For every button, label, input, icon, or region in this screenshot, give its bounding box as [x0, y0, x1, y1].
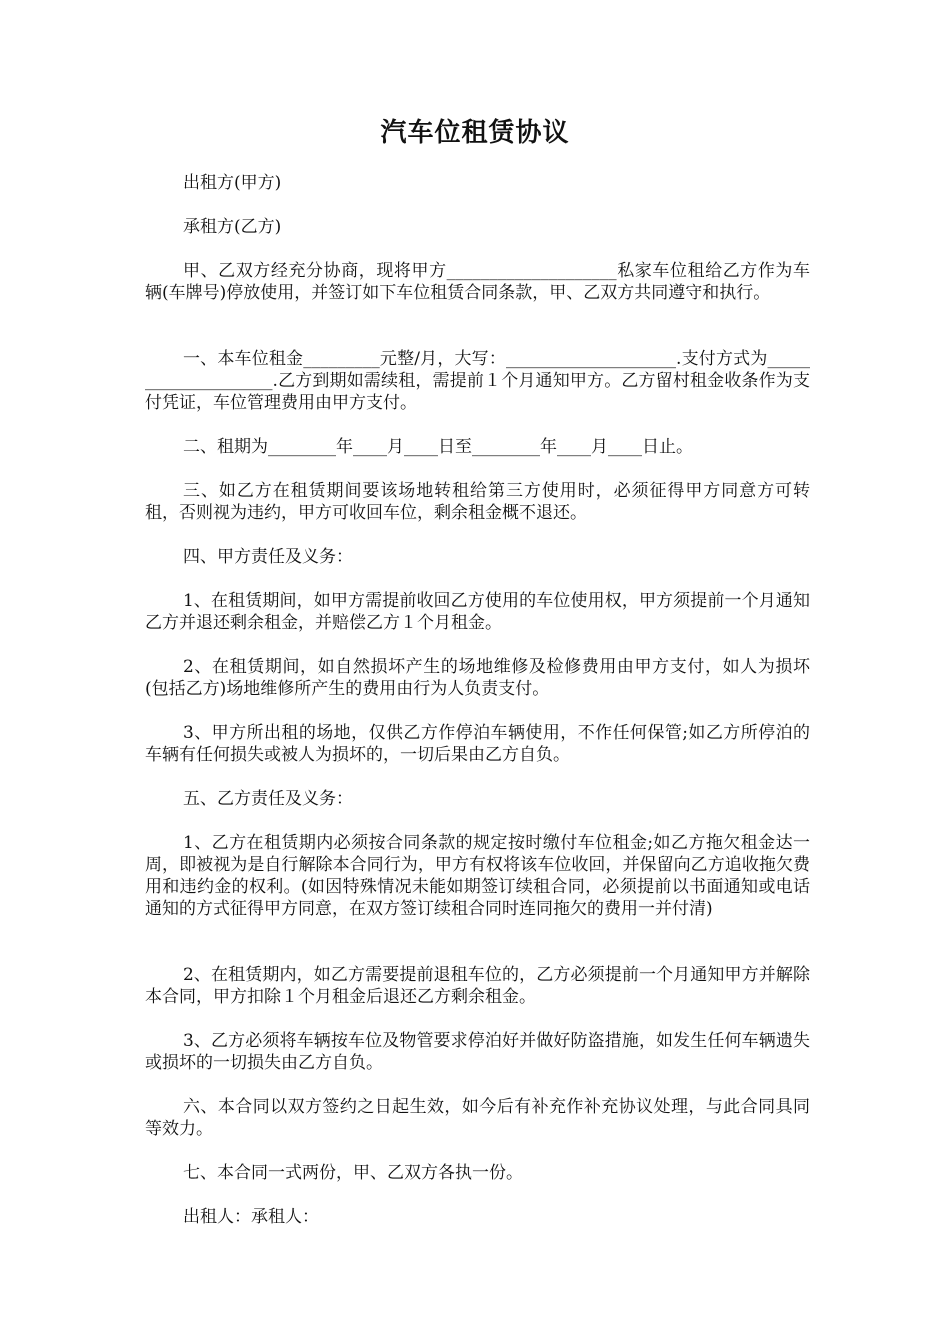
party-a-line: 出租方(甲方): [183, 173, 282, 193]
clause-7-copies: 七、本合同一式两份，甲、乙双方各执一份。: [183, 1163, 523, 1183]
document-title: 汽车位租赁协议: [380, 118, 570, 148]
clause-4-2: 2、在租赁期间，如自然损坏产生的场地维修及检修费用由甲方支付，如人为损坏(包括乙方)场地维修所产生的费用由行为人负责支付。: [145, 657, 810, 699]
clause-1-rent: 一、本车位租金_________元整/月，大写：____________________.支付方式为____________________.乙方到期如需续租，需提前１个月通知甲方。乙方留村租金收条作为支付凭证，车位管理费用由甲方支付。: [145, 349, 810, 413]
clause-6-effective: 六、本合同以双方签约之日起生效，如今后有补充作补充协议处理，与此合同具同等效力。: [145, 1097, 810, 1139]
clause-5-1: 1、乙方在租赁期内必须按合同条款的规定按时缴付车位租金;如乙方拖欠租金达一周，即被视为是自行解除本合同行为，甲方有权将该车位收回，并保留向乙方追收拖欠费用和违约金的权利。(如因特殊情况未能如期签订续租合同，必须提前以书面通知或电话通知的方式征得甲方同意，在双方签订续租合同时连同拖欠的费用一并付清): [145, 833, 810, 919]
clause-4-1: 1、在租赁期间，如甲方需提前收回乙方使用的车位使用权，甲方须提前一个月通知乙方并退还剩余租金，并赔偿乙方１个月租金。: [145, 591, 810, 633]
clause-2-term: 二、租期为________年____月____日至________年____月____日止。: [183, 437, 693, 457]
section-4-heading: 四、甲方责任及义务：: [183, 547, 353, 567]
preamble-paragraph: 甲、乙双方经充分协商，现将甲方____________________私家车位租给乙方作为车辆(车牌号)停放使用，并签订如下车位租赁合同条款，甲、乙双方共同遵守和执行。: [145, 261, 810, 303]
clause-3-sublet: 三、如乙方在租赁期间要该场地转租给第三方使用时，必须征得甲方同意方可转租，否则视为违约，甲方可收回车位，剩余租金概不退还。: [145, 481, 810, 523]
section-5-heading: 五、乙方责任及义务：: [183, 789, 353, 809]
clause-5-3: 3、乙方必须将车辆按车位及物管要求停泊好并做好防盗措施，如发生任何车辆遗失或损坏的一切损失由乙方自负。: [145, 1031, 810, 1073]
clause-4-3: 3、甲方所出租的场地，仅供乙方作停泊车辆使用，不作任何保管;如乙方所停泊的车辆有任何损失或被人为损坏的，一切后果由乙方自负。: [145, 723, 810, 765]
party-b-line: 承租方(乙方): [183, 217, 282, 237]
signature-line: 出租人：承租人：: [183, 1207, 319, 1227]
clause-5-2: 2、在租赁期内，如乙方需要提前退租车位的，乙方必须提前一个月通知甲方并解除本合同，甲方扣除１个月租金后退还乙方剩余租金。: [145, 965, 810, 1007]
